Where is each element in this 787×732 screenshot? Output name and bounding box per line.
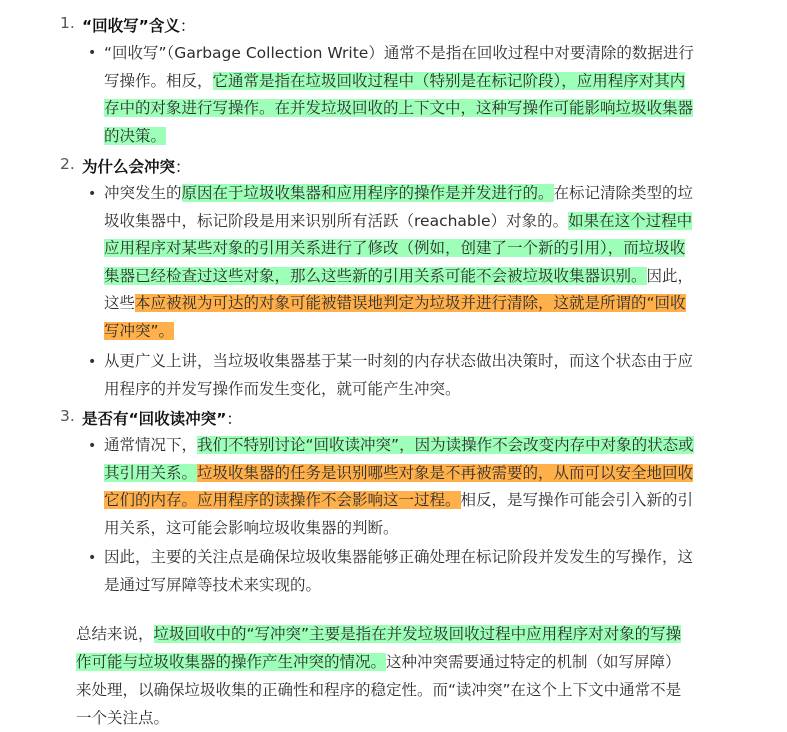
highlight-orange: 垃圾收集器的任务是识别哪些对象是不再被需要的，从而可以安全地回收它们的内存。应用程序的读操作不会影响这一过程。 [104, 463, 694, 509]
bullet-marker: • [88, 550, 97, 566]
bullet-text: 从更广义上讲，当垃圾收集器基于某一时刻的内存状态做出决策时，而这个状态由于应用程序的并发写操作而发生变化，就可能产生冲突。 [104, 352, 694, 398]
section-number: 3. [60, 407, 75, 425]
highlight-green: 原因在于垃圾收集器和应用程序的操作是并发进行的。 [181, 184, 554, 202]
highlight-green: 如果在这个过程中应用程序对某些对象的引用关系进行了修改（例如，创建了一个新的引用），而垃圾收集器已经检查过这些对象，那么这些新的引用关系可能不会被垃圾收集器识别。 [104, 211, 693, 285]
bullet-marker: • [88, 186, 97, 202]
bullet-text: 因此，主要的关注点是确保垃圾收集器能够正确处理在标记阶段并发发生的写操作，这是通过写屏障等技术来实现的。 [104, 548, 694, 594]
bullet-marker: • [88, 438, 97, 454]
section-heading: 是否有“回收读冲突”： [82, 410, 242, 428]
bullet-text: 通常情况下，我们不特别讨论“回收读冲突”，因为读操作不会改变内存中对象的状态或其引用关系。垃圾收集器的任务是识别哪些对象是不再被需要的，从而可以安全地回收它们的内存。应用程序的读操作不会影响这一过程。相反，是写操作可能会引入新的引用关系，这可能会影响垃圾收集器的判断。 [104, 436, 694, 537]
highlight-green: 我们不特别讨论“回收读冲突”，因为读操作不会改变内存中对象的状态或其引用关系。 [104, 436, 694, 482]
section-number: 1. [60, 14, 75, 32]
bullet-text: 冲突发生的原因在于垃圾收集器和应用程序的操作是并发进行的。在标记清除类型的垃圾收集器中，标记阶段是用来识别所有活跃（reachable）对象的。如果在这个过程中应用程序对某些对象的引用关系进行了修改（例如，创建了一个新的引用），而垃圾收集器已经检查过这些对象，那么这些新的引用关系可能不会被垃圾收集器识别。因此，这些本应被视为可达的对象可能被错误地判定为垃圾并进行清除，这就是所谓的“回收写冲突”。 [104, 184, 694, 340]
section-heading: “回收写”含义： [82, 17, 196, 35]
bullet-marker: • [88, 45, 97, 61]
highlight-green: 它通常是指在垃圾回收过程中（特别是在标记阶段），应用程序对其内存中的对象进行写操作。在并发垃圾回收的上下文中，这种写操作可能影响垃圾收集器的决策。 [104, 71, 694, 145]
section-number: 2. [60, 155, 75, 173]
bullet-marker: • [88, 354, 97, 370]
summary-paragraph: 总结来说，垃圾回收中的“写冲突”主要是指在并发垃圾回收过程中应用程序对对象的写操作可能与垃圾收集器的操作产生冲突的情况。这种冲突需要通过特定的机制（如写屏障）来处理，以确保垃圾收集的正确性和程序的稳定性。而“读冲突”在这个上下文中通常不是一个关注点。 [76, 625, 682, 727]
highlight-orange: 本应被视为可达的对象可能被错误地判定为垃圾并进行清除，这就是所谓的“回收写冲突”。 [104, 294, 686, 340]
highlight-green: 垃圾回收中的“写冲突”主要是指在并发垃圾回收过程中应用程序对对象的写操作可能与垃圾收集器的操作产生冲突的情况。 [76, 625, 682, 671]
section-heading: 为什么会冲突： [82, 158, 191, 176]
bullet-text: “回收写”（Garbage Collection Write）通常不是指在回收过程中对要清除的数据进行写操作。相反，它通常是指在垃圾回收过程中（特别是在标记阶段），应用程序对其内存中的对象进行写操作。在并发垃圾回收的上下文中，这种写操作可能影响垃圾收集器的决策。 [104, 44, 694, 145]
